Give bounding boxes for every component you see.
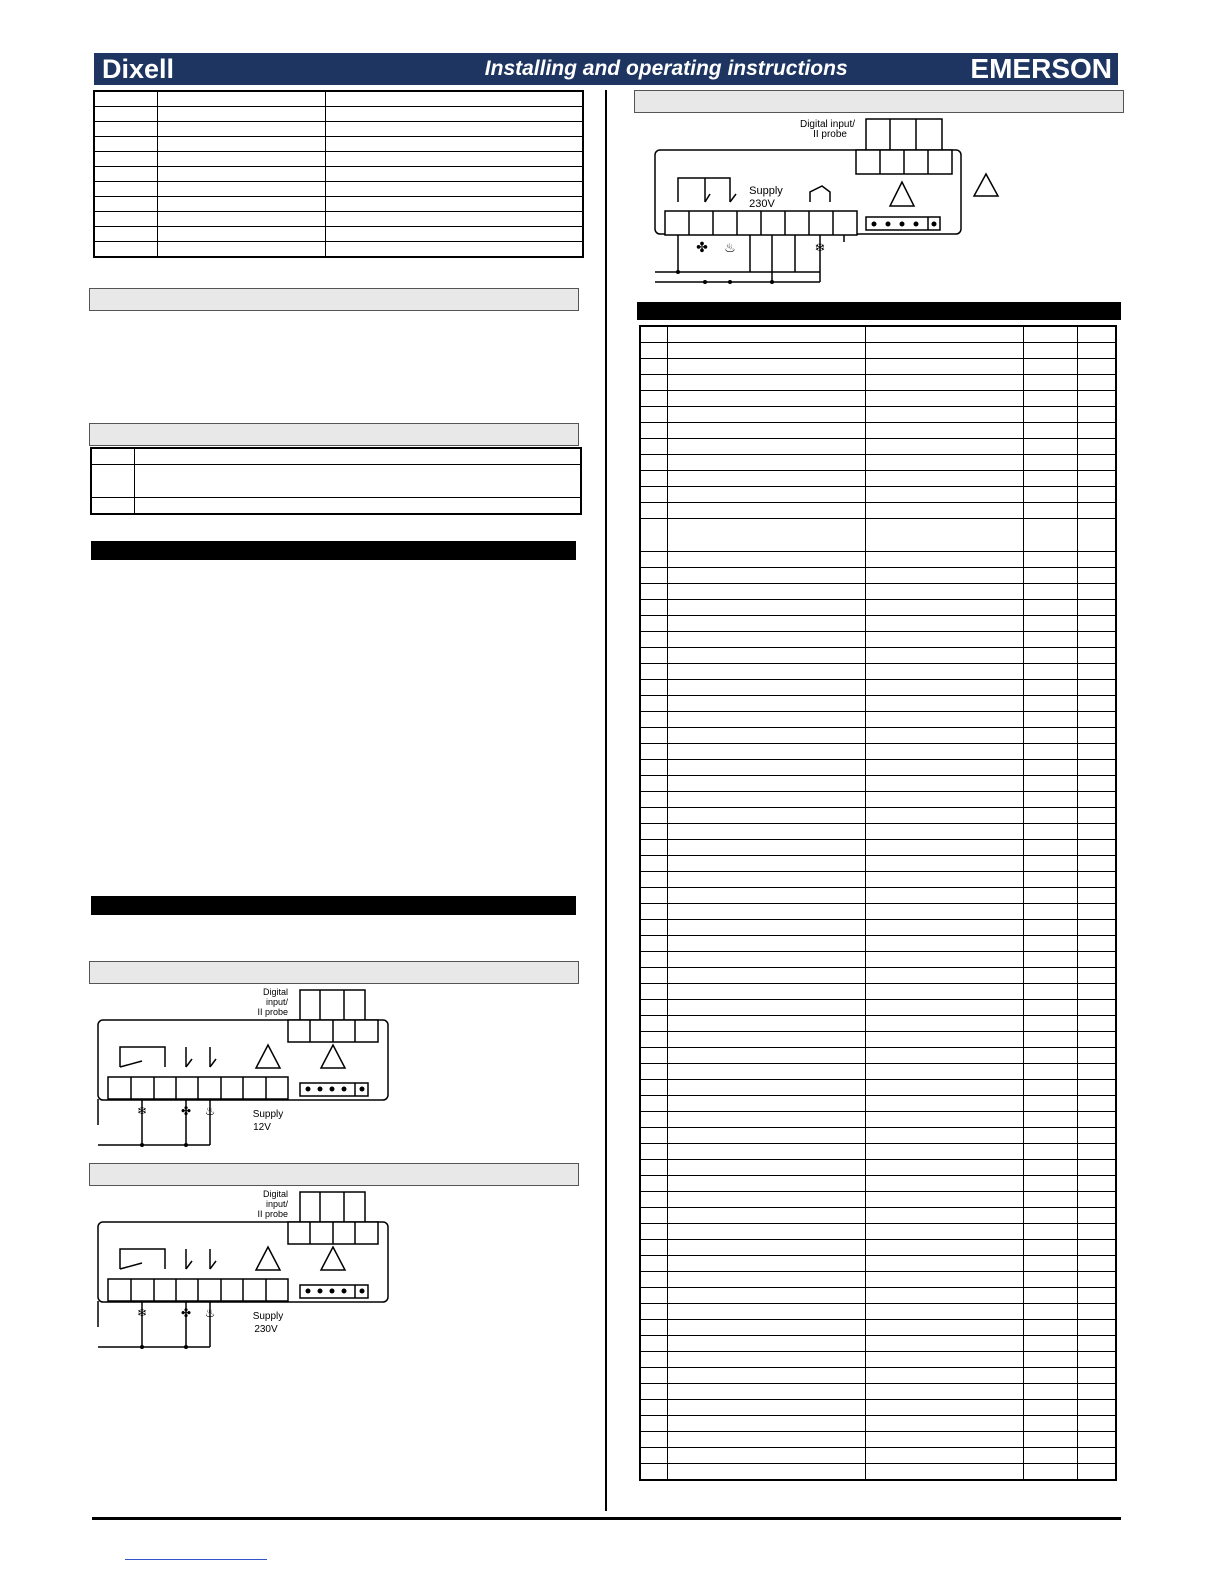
table-row <box>640 1464 1116 1481</box>
wiring-diagram-230v-b <box>650 114 1010 289</box>
table-row <box>94 227 583 242</box>
top-left-table <box>93 90 584 258</box>
table-row <box>94 182 583 197</box>
table-row <box>640 616 1116 632</box>
table-row <box>640 1368 1116 1384</box>
table-row <box>640 648 1116 664</box>
table-row <box>640 1272 1116 1288</box>
table-row <box>640 326 1116 343</box>
table-row <box>640 552 1116 568</box>
table-row <box>640 1032 1116 1048</box>
table-row <box>640 375 1116 391</box>
svg-text:✤: ✤ <box>180 1306 192 1320</box>
wiring-section-header-1 <box>89 961 579 984</box>
table-row <box>640 952 1116 968</box>
table-row <box>640 792 1116 808</box>
wiring-diagram-230v-a <box>90 1187 400 1352</box>
table-row <box>94 197 583 212</box>
table-row <box>640 471 1116 487</box>
svg-text:✤: ✤ <box>696 239 708 255</box>
wiring-section-header-2 <box>89 1163 579 1186</box>
table-row <box>640 984 1116 1000</box>
table-row <box>640 728 1116 744</box>
input-label: input/ <box>265 997 288 1007</box>
dixell-logo: Dixell <box>102 53 175 84</box>
table-row <box>640 1336 1116 1352</box>
svg-text:♨: ♨ <box>204 1104 216 1118</box>
table-row <box>640 1080 1116 1096</box>
table-row <box>640 1128 1116 1144</box>
table-row <box>640 1208 1116 1224</box>
table-row <box>94 91 583 107</box>
table-row <box>640 1144 1116 1160</box>
table-row <box>640 664 1116 680</box>
section-header-2 <box>89 423 579 446</box>
table-row <box>640 1320 1116 1336</box>
svg-text:♨: ♨ <box>204 1306 216 1320</box>
mid-left-table <box>90 447 582 515</box>
section-title-bar-1 <box>91 541 576 560</box>
table-row <box>94 242 583 258</box>
table-row <box>640 888 1116 904</box>
column-divider <box>605 90 607 1511</box>
table-row <box>640 712 1116 728</box>
table-row <box>640 872 1116 888</box>
table-row <box>94 137 583 152</box>
table-row <box>640 359 1116 375</box>
table-row <box>640 1064 1116 1080</box>
probe-label: II probe <box>813 129 847 140</box>
table-row <box>640 856 1116 872</box>
digital-label: Digital <box>262 987 288 997</box>
svg-text:✤: ✤ <box>180 1104 192 1118</box>
svg-text:❄: ❄ <box>136 1104 148 1118</box>
table-row <box>640 391 1116 407</box>
table-row <box>640 1176 1116 1192</box>
page-header <box>94 53 1118 85</box>
table-row <box>640 744 1116 760</box>
table-row <box>94 122 583 137</box>
table-row <box>640 1112 1116 1128</box>
digital-label: Digital <box>262 1189 288 1199</box>
digital-input-label: Digital input/ <box>799 119 855 130</box>
table-row <box>640 600 1116 616</box>
table-row <box>94 212 583 227</box>
table-row <box>640 1256 1116 1272</box>
table-row <box>94 167 583 182</box>
svg-text:❄: ❄ <box>814 240 826 255</box>
table-row <box>640 1416 1116 1432</box>
table-row <box>640 776 1116 792</box>
table-row <box>640 503 1116 519</box>
wiring-diagram-12v <box>90 985 400 1150</box>
supply-voltage: 12V <box>253 1122 271 1133</box>
input-label: input/ <box>265 1199 288 1209</box>
table-row <box>640 1304 1116 1320</box>
supply-label: Supply <box>749 185 783 197</box>
table-row <box>640 760 1116 776</box>
table-row <box>640 1160 1116 1176</box>
table-row <box>640 920 1116 936</box>
table-row <box>640 904 1116 920</box>
probe-label: II probe <box>257 1007 288 1017</box>
supply-voltage: 230V <box>254 1324 278 1335</box>
table-row <box>640 1288 1116 1304</box>
table-row <box>640 343 1116 359</box>
svg-text:❄: ❄ <box>136 1306 148 1320</box>
table-row <box>640 487 1116 503</box>
table-row <box>640 808 1116 824</box>
table-row <box>640 1016 1116 1032</box>
table-row <box>640 968 1116 984</box>
table-row <box>640 423 1116 439</box>
table-row <box>94 152 583 167</box>
table-row <box>640 1000 1116 1016</box>
table-row <box>640 1240 1116 1256</box>
right-section-header <box>634 90 1124 113</box>
probe-label: II probe <box>257 1209 288 1219</box>
table-row <box>640 455 1116 471</box>
section-title-bar-2 <box>91 896 576 915</box>
table-row <box>640 1448 1116 1464</box>
table-row <box>640 1400 1116 1416</box>
table-row <box>640 1432 1116 1448</box>
table-row <box>640 680 1116 696</box>
emerson-logo: EMERSON <box>970 53 1112 84</box>
table-row <box>640 632 1116 648</box>
section-header-1 <box>89 288 579 311</box>
table-row <box>640 840 1116 856</box>
table-row <box>94 107 583 122</box>
supply-voltage: 230V <box>749 198 775 210</box>
table-row <box>640 1096 1116 1112</box>
table-row <box>640 1192 1116 1208</box>
supply-label: Supply <box>252 1109 284 1120</box>
table-row <box>640 696 1116 712</box>
parameters-table <box>639 325 1117 1481</box>
footer-link-underline[interactable] <box>125 1559 267 1560</box>
table-row <box>640 1048 1116 1064</box>
table-row <box>640 439 1116 455</box>
table-row <box>640 1384 1116 1400</box>
table-row <box>640 568 1116 584</box>
footer-rule <box>92 1517 1121 1520</box>
table-row <box>640 936 1116 952</box>
table-row <box>640 584 1116 600</box>
table-row <box>640 1352 1116 1368</box>
table-row <box>640 1224 1116 1240</box>
table-row <box>640 519 1116 552</box>
table-row <box>640 824 1116 840</box>
table-row <box>640 407 1116 423</box>
parameters-title-bar <box>637 302 1121 320</box>
svg-text:♨: ♨ <box>724 240 736 255</box>
supply-label: Supply <box>252 1311 284 1322</box>
page-title: Installing and operating instructions <box>484 57 848 80</box>
